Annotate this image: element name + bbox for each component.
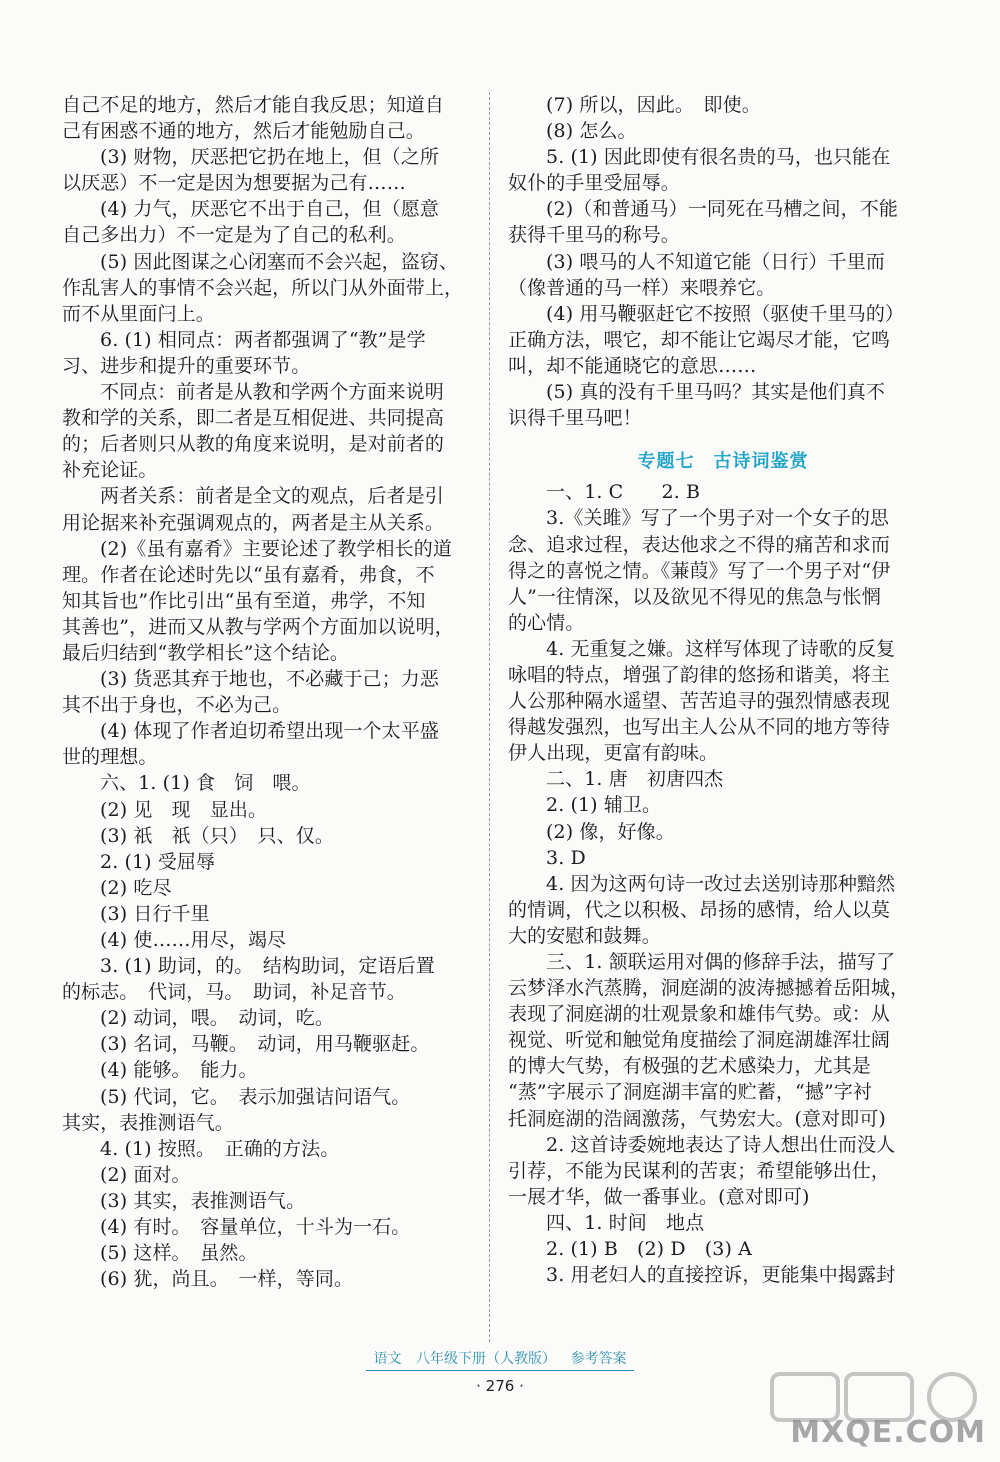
text-line: 习、进步和提升的重要环节。 (62, 354, 311, 377)
text-line: 不同点：前者是从教和学两个方面来说明 (100, 381, 444, 404)
text-line: 的；后者则只从教的角度来说明，是对前者的 (62, 433, 445, 456)
text-line: (3) 财物，厌恶把它扔在地上，但（之所 (100, 146, 439, 169)
text-line: 自己不足的地方，然后才能自我反思；知道自 (62, 94, 445, 116)
text-line: (8) 怎么。 (546, 120, 637, 143)
text-line: 己有困惑不通的地方，然后才能勉励自己。 (62, 120, 425, 143)
footer-title: 语文 八年级下册（人教版） 参考答案 (366, 1348, 635, 1371)
text-line: 4. 无重复之嫌。这样写体现了诗歌的反复 (546, 637, 896, 660)
text-line: 一展才华，做一番事业。(意对即可) (508, 1185, 810, 1208)
watermark-text: MXQE.COM (790, 1415, 986, 1450)
text-line: 获得千里马的称号。 (508, 224, 680, 247)
text-line: 的博大气势，有极强的艺术感染力，尤其是 (508, 1055, 871, 1078)
text-line: 最后归结到“教学相长”这个结论。 (62, 641, 350, 664)
text-line: (3) 其实，表推测语气。 (100, 1189, 306, 1212)
right-column-top (508, 92, 938, 431)
text-line: 念、追求过程，表达他求之不得的痛苦和求而 (508, 533, 891, 556)
text-line: 引荐，不能为民谋利的苦衷；希望能够出仕， (508, 1159, 891, 1182)
text-line: 知其旨也”作比引出“虽有至道，弗学，不知 (62, 589, 426, 612)
text-line: (7) 所以，因此。 即使。 (546, 94, 761, 116)
text-line: 视觉、听觉和触觉角度描绘了洞庭湖雄浑壮阔 (508, 1029, 891, 1052)
text-line: 3. 用老妇人的直接控诉，更能集中揭露封 (546, 1264, 896, 1287)
text-line: 其不出于身也，不必为己。 (62, 694, 292, 717)
text-line: (2)《虽有嘉肴》主要论述了教学相长的道 (100, 537, 452, 560)
text-line: 正确方法，喂它，却不能让它竭尽才能，它鸣 (508, 328, 891, 351)
text-line: 世的理想。 (62, 746, 158, 769)
text-line: 表现了洞庭湖的壮观景象和雄伟气势。或：从 (508, 1003, 891, 1026)
text-line: (3) 日行千里 (100, 902, 210, 925)
text-line: 2. 这首诗委婉地表达了诗人想出仕而没人 (546, 1133, 896, 1156)
text-line: 六、1. (1) 食 饲 喂。 (100, 772, 311, 795)
text-line: (5) 这样。 虽然。 (100, 1242, 258, 1265)
text-line: (4) 有时。 容量单位，十斗为一石。 (100, 1216, 411, 1239)
column-divider (489, 92, 490, 1342)
text-line: 4. (1) 按照。 正确的方法。 (100, 1137, 340, 1160)
text-line: 云梦泽水汽蒸腾，洞庭湖的波涛撼撼着岳阳城， (508, 977, 910, 1000)
text-line: 5. (1) 因此即使有很名贵的马，也只能在 (546, 146, 891, 169)
text-line: (4) 能够。 能力。 (100, 1059, 258, 1082)
text-line: 其实，表推测语气。 (62, 1111, 234, 1134)
text-line: (4) 体现了作者迫切希望出现一个太平盛 (100, 720, 439, 743)
text-line: (4) 力气，厌恶它不出于自己，但（愿意 (100, 198, 439, 221)
text-line: 补充论证。 (62, 459, 158, 482)
text-line: （像普通的马一样）来喂养它。 (508, 276, 776, 299)
text-line: 四、1. 时间 地点 (546, 1211, 705, 1234)
text-line: 两者关系：前者是全文的观点，后者是引 (100, 485, 444, 508)
text-line: 教和学的关系，即二者是互相促进、共同提高 (62, 407, 445, 430)
text-line: 2. (1) B (2) D (3) A (546, 1238, 752, 1261)
text-line: (5) 真的没有千里马吗？其实是他们真不 (546, 381, 885, 404)
text-line: 伊人出现，更富有韵味。 (508, 742, 719, 765)
text-line: 自己多出力）不一定是为了自己的私利。 (62, 224, 406, 247)
text-line: 奴仆的手里受屈辱。 (508, 172, 680, 195)
text-line: 而不从里面闩上。 (62, 302, 215, 325)
text-line: 3. (1) 助词，的。 结构助词，定语后置 (100, 955, 435, 978)
text-line: (6) 犹，尚且。 一样，等同。 (100, 1268, 354, 1291)
text-line: 作乱害人的事情不会兴起，所以门从外面带上， (62, 276, 464, 299)
text-line: 咏唱的特点，增强了韵律的悠扬和谐美，将主 (508, 663, 891, 686)
text-line: 用论据来补充强调观点的，两者是主从关系。 (62, 511, 445, 534)
text-line: (3) 货恶其弃于地也，不必藏于己；力恶 (100, 668, 439, 691)
text-line: (3) 喂马的人不知道它能（日行）千里而 (546, 250, 885, 273)
text-line: (2) 见 现 显出。 (100, 798, 268, 821)
text-line: 3. D (546, 846, 586, 869)
text-line: 以厌恶）不一定是因为想要据为己有…… (62, 172, 406, 195)
text-line: 的标志。 代词，马。 助词，补足音节。 (62, 981, 406, 1004)
text-line: 人公那种隔水遥望、苦苦追寻的强烈情感表现 (508, 690, 891, 713)
text-line: 其善也”，进而又从教与学两个方面加以说明， (62, 615, 454, 638)
right-column-bottom (508, 479, 938, 1288)
right-column (508, 92, 938, 1288)
text-line: (4) 使……用尽，竭尽 (100, 929, 287, 951)
text-line: 二、1. 唐 初唐四杰 (546, 768, 724, 791)
section-heading: 专题七 古诗词鉴赏 (637, 451, 809, 473)
text-line: 2. (1) 辅卫。 (546, 794, 662, 817)
text-line: 3.《关雎》写了一个男子对一个女子的思 (546, 507, 890, 530)
text-line: (2) 动词，喂。 动词，吃。 (100, 1007, 334, 1030)
text-line: 大的安慰和鼓舞。 (508, 924, 661, 947)
text-line: (2) 吃尽 (100, 876, 172, 899)
text-line: 识得千里马吧！ (508, 407, 642, 430)
text-line: 得之的喜悦之情。《蒹葭》写了一个男子对“伊 (508, 559, 891, 582)
text-line: (5) 代词，它。 表示加强诘问语气。 (100, 1085, 411, 1108)
text-line: 理。作者在论述时先以“虽有嘉肴，弗食，不 (62, 563, 435, 586)
text-line: 叫，却不能通晓它的意思…… (508, 354, 757, 377)
text-line: (2) 面对。 (100, 1163, 191, 1186)
text-line: (4) 用马鞭驱赶它不按照（驱使千里马的） (546, 302, 905, 325)
text-line: 6. (1) 相同点：两者都强调了“教”是学 (100, 328, 426, 351)
text-line: 三、1. 颔联运用对偶的修辞手法，描写了 (546, 951, 896, 973)
text-line: 的心情。 (508, 611, 585, 634)
text-line: 2. (1) 受屈辱 (100, 850, 216, 873)
left-column (62, 92, 472, 1292)
page-number: · 276 · (476, 1377, 524, 1395)
text-line: 的情调，代之以积极、昂扬的感情，给人以莫 (508, 898, 891, 921)
text-line: 托洞庭湖的浩阔激荡，气势宏大。(意对即可) (508, 1107, 886, 1130)
text-line: 4. 因为这两句诗一改过去送别诗那种黯然 (546, 872, 896, 895)
text-line: (2)（和普通马）一同死在马槽之间，不能 (546, 198, 898, 221)
text-line: 人”一往情深，以及欲见不得见的焦急与怅惘 (508, 585, 881, 608)
text-line: (2) 像，好像。 (546, 820, 675, 843)
text-line: (5) 因此图谋之心闭塞而不会兴起，盗窃、 (100, 250, 459, 273)
text-line: (3) 祇 祇（只） 只、仅。 (100, 824, 334, 847)
text-line: (3) 名词，马鞭。 动词，用马鞭驱赶。 (100, 1033, 430, 1056)
text-line: 得越发强烈，也写出主人公从不同的地方等待 (508, 716, 891, 739)
text-line: “蒸”字展示了洞庭湖丰富的贮蓄，“撼”字衬 (508, 1081, 872, 1104)
text-line: 一、1. C 2. B (546, 481, 701, 504)
